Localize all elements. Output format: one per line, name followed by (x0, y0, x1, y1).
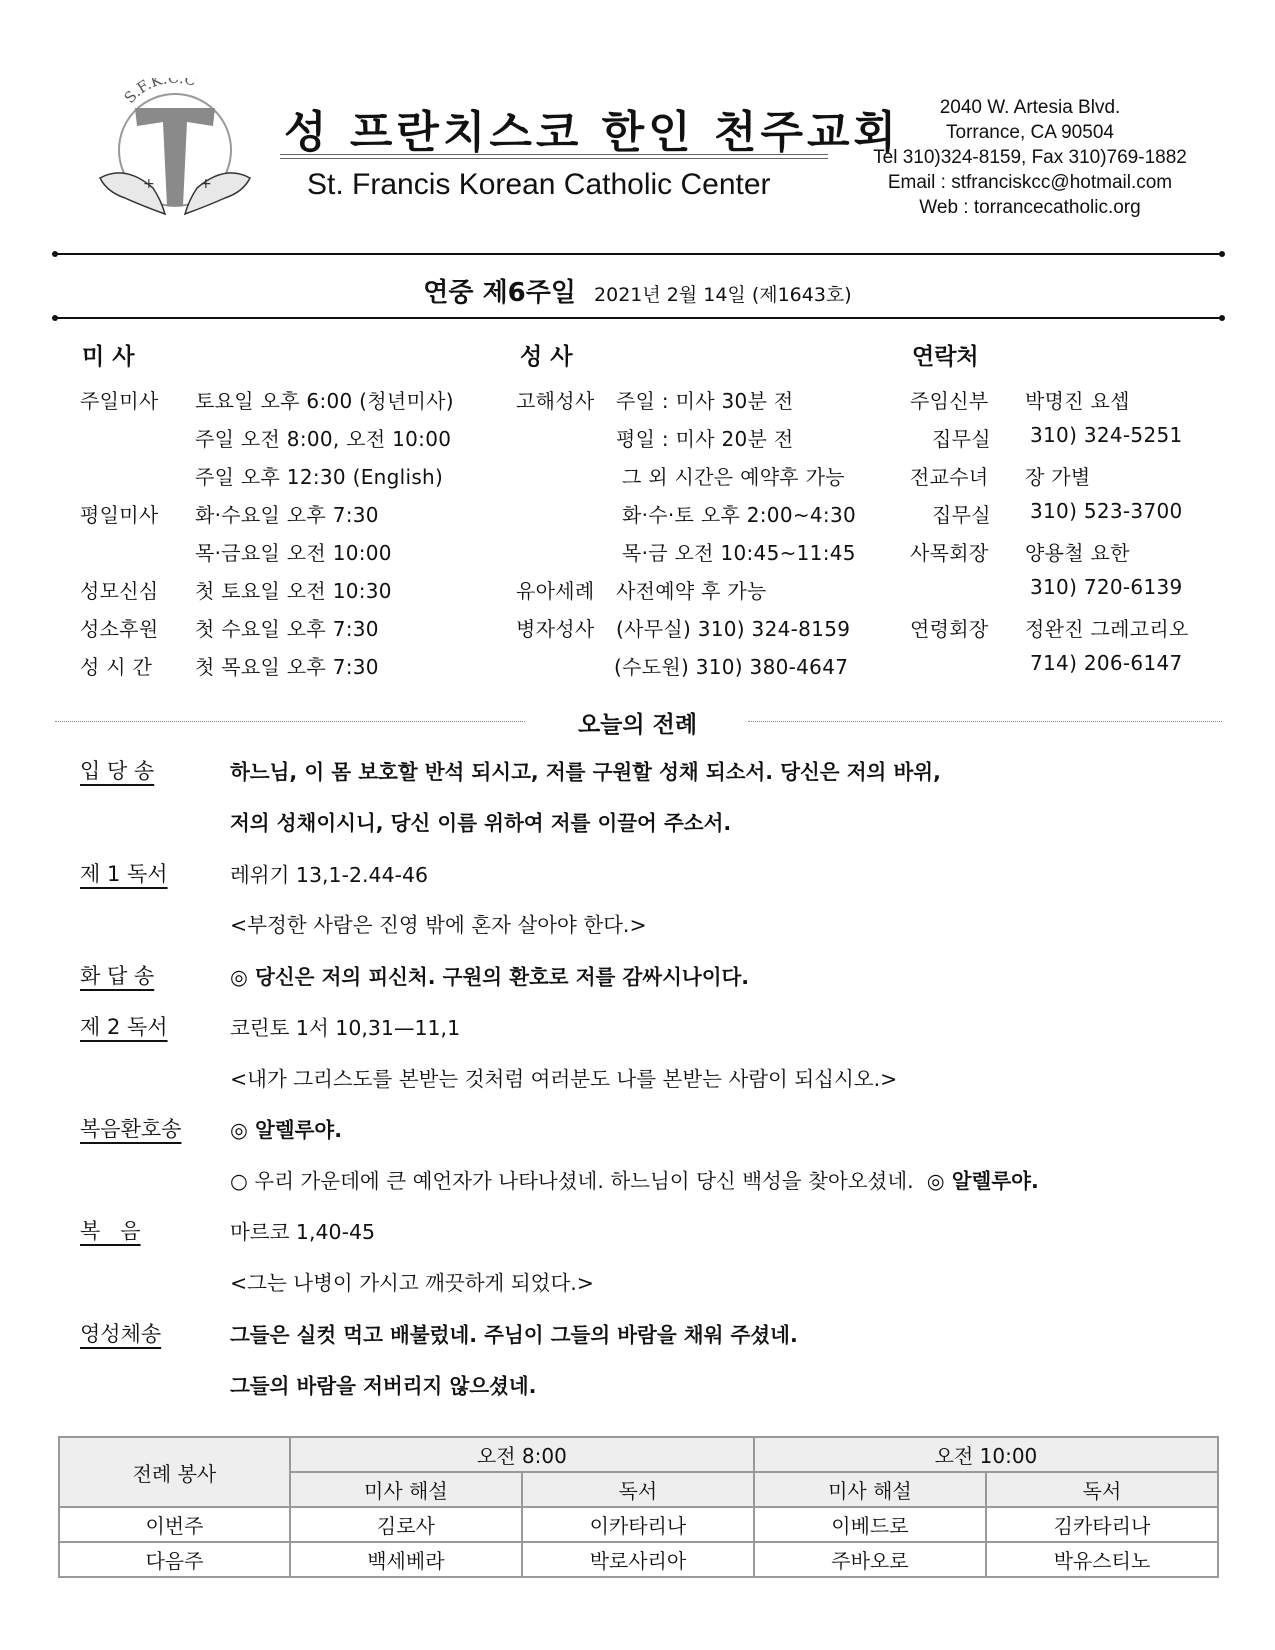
sacrament-time: 화·수·토 오후 2:00~4:30 (622, 503, 857, 527)
sacrament-label: 고해성사 (516, 389, 595, 413)
sacrament-time: 그 외 시간은 예약후 가능 (622, 465, 845, 489)
entrance-antiphon-text: 하느님, 이 몸 보호할 반석 되시고, 저를 구원할 성채 되소서. 당신은 저의 바위, (230, 760, 941, 784)
parish-name-english: St. Francis Korean Catholic Center (307, 168, 771, 201)
table-cell: 주바오로 (754, 1542, 986, 1577)
gospel-reference: 마르코 1,40-45 (230, 1220, 376, 1244)
gospel-acclamation-verse (230, 1164, 1039, 1194)
sacrament-time: 평일 : 미사 20분 전 (616, 427, 794, 451)
svg-text:S.F.K.C.C (121, 78, 199, 107)
sunday-title: 연중 제6주일 (423, 278, 577, 308)
mass-label: 평일미사 (80, 503, 159, 527)
mass-label: 성소후원 (80, 617, 159, 641)
contact-value: 정완진 그레고리오 (1025, 617, 1189, 641)
mass-10am-header: 오전 10:00 (754, 1437, 1218, 1472)
mass-label: 성 시 간 (80, 655, 153, 679)
mass-label: 성모신심 (80, 579, 159, 603)
second-reading-label: 제 2 독서 (80, 1015, 168, 1039)
table-row (59, 1542, 1218, 1577)
title-divider (280, 158, 828, 159)
gospel-summary: <그는 나병이 가시고 깨끗하게 되었다.> (230, 1271, 594, 1295)
web-link[interactable]: Web : torrancecatholic.org (919, 197, 1141, 218)
table-corner-cell: 전례 봉사 (59, 1437, 290, 1507)
table-cell: 김로사 (290, 1507, 522, 1542)
communion-antiphon-text: 그들은 실컷 먹고 배불렀네. 주님이 그들의 바람을 채워 주셨네. (230, 1323, 798, 1347)
communion-antiphon-label: 영성체송 (80, 1322, 162, 1346)
address-line-2: Torrance, CA 90504 (946, 122, 1114, 143)
contact-value: 714) 206-6147 (1030, 651, 1183, 675)
mass-heading: 미 사 (82, 344, 135, 370)
table-cell: 김카타리나 (986, 1507, 1218, 1542)
title-divider (280, 154, 828, 155)
mass-time: 목·금요일 오전 10:00 (195, 541, 392, 565)
mass-time: 첫 수요일 오후 7:30 (195, 617, 379, 641)
commentary-header: 미사 해설 (754, 1472, 986, 1507)
mass-time: 첫 토요일 오전 10:30 (195, 579, 392, 603)
svg-text:+: + (143, 176, 155, 192)
sacrament-time: (사무실) 310) 324-8159 (616, 617, 851, 641)
contact-role: 집무실 (932, 503, 991, 527)
table-cell: 박유스티노 (986, 1542, 1218, 1577)
entrance-antiphon-text: 저의 성채이시니, 당신 이름 위하여 저를 이끌어 주소서. (230, 811, 732, 835)
table-header-row (59, 1437, 1218, 1472)
contact-value: 310) 523-3700 (1030, 499, 1183, 523)
contact-role: 전교수녀 (910, 465, 989, 489)
sacrament-label: 병자성사 (516, 617, 595, 641)
bulletin-date: 2021년 2월 14일 (제1643호) (594, 284, 852, 306)
sacrament-time: 주일 : 미사 30분 전 (616, 389, 794, 413)
contact-value: 310) 324-5251 (1030, 423, 1183, 447)
parish-name-korean: 성 프란치스코 한인 천주교회 (284, 107, 901, 158)
address-line-1: 2040 W. Artesia Blvd. (939, 97, 1121, 118)
phone-fax: Tel 310)324-8159, Fax 310)769-1882 (873, 147, 1187, 168)
first-reading-reference: 레위기 13,1-2.44-46 (230, 863, 429, 887)
communion-antiphon-text: 그들의 바람을 저버리지 않으셨네. (230, 1374, 537, 1398)
reader-header: 독서 (522, 1472, 754, 1507)
contact-value: 양용철 요한 (1025, 541, 1130, 565)
liturgy-service-table (58, 1436, 1219, 1578)
sacrament-time: (수도원) 310) 380-4647 (614, 655, 849, 679)
email-link[interactable]: Email : stfranciskcc@hotmail.com (887, 172, 1173, 193)
contact-heading: 연락처 (912, 344, 979, 370)
mass-label: 주일미사 (80, 389, 159, 413)
entrance-antiphon-label: 입 당 송 (80, 759, 155, 783)
svg-text:+: + (200, 176, 212, 192)
mass-time: 화·수요일 오후 7:30 (195, 503, 379, 527)
parish-logo (95, 78, 255, 228)
contact-value: 박명진 요셉 (1025, 389, 1130, 413)
second-reading-summary: <내가 그리스도를 본받는 것처럼 여러분도 나를 본받는 사람이 되십시오.> (230, 1067, 898, 1091)
mass-time: 토요일 오후 6:00 (청년미사) (195, 389, 454, 413)
mass-8am-header: 오전 8:00 (290, 1437, 754, 1472)
table-cell: 이베드로 (754, 1507, 986, 1542)
contact-role: 연령회장 (910, 617, 989, 641)
acclamation-verse-text: ○ 우리 가운데에 큰 예언자가 나타나셨네. 하느님이 당신 백성을 찾아오셨네. (230, 1169, 914, 1193)
sunday-divider (55, 317, 1222, 319)
contact-role: 주임신부 (910, 389, 989, 413)
gospel-label: 복 음 (80, 1219, 141, 1243)
contact-value: 장 가별 (1025, 465, 1091, 489)
contact-value: 310) 720-6139 (1030, 575, 1183, 599)
contact-role: 사목회장 (910, 541, 989, 565)
table-row (59, 1507, 1218, 1542)
logo-lettering: S.F.K. .C (120, 78, 199, 107)
psalm-response: ◎ 당신은 저의 피신처. 구원의 환호로 저를 감싸시나이다. (230, 965, 750, 989)
psalm-label: 화 답 송 (80, 964, 155, 988)
parish-contact-block (860, 95, 1200, 220)
alleluia: ◎ 알렐루야. (230, 1118, 343, 1142)
contact-role: 집무실 (932, 427, 991, 451)
sacrament-label: 유아세례 (516, 579, 595, 603)
week-cell: 다음주 (59, 1542, 290, 1577)
mass-time: 첫 목요일 오후 7:30 (195, 655, 379, 679)
reader-header: 독서 (986, 1472, 1218, 1507)
commentary-header: 미사 해설 (290, 1472, 522, 1507)
sacrament-time: 사전예약 후 가능 (616, 579, 767, 603)
mass-time: 주일 오전 8:00, 오전 10:00 (195, 427, 452, 451)
table-cell: 박로사리아 (522, 1542, 754, 1577)
alleluia: ◎ 알렐루야. (926, 1169, 1039, 1193)
table-cell: 이카타리나 (522, 1507, 754, 1542)
sacrament-heading: 성 사 (520, 344, 573, 370)
first-reading-summary: <부정한 사람은 진영 밖에 혼자 살아야 한다.> (230, 913, 647, 937)
liturgy-title: 오늘의 전례 (577, 712, 698, 738)
mass-time: 주일 오후 12:30 (English) (195, 465, 444, 489)
week-cell: 이번주 (59, 1507, 290, 1542)
sunday-heading (0, 272, 1275, 309)
sacrament-time: 목·금 오전 10:45~11:45 (622, 541, 856, 565)
first-reading-label: 제 1 독서 (80, 862, 168, 886)
gospel-acclamation-label: 복음환호송 (80, 1117, 182, 1141)
table-cell: 백세베라 (290, 1542, 522, 1577)
top-divider (55, 253, 1222, 255)
second-reading-reference: 코린토 1서 10,31—11,1 (230, 1016, 461, 1040)
